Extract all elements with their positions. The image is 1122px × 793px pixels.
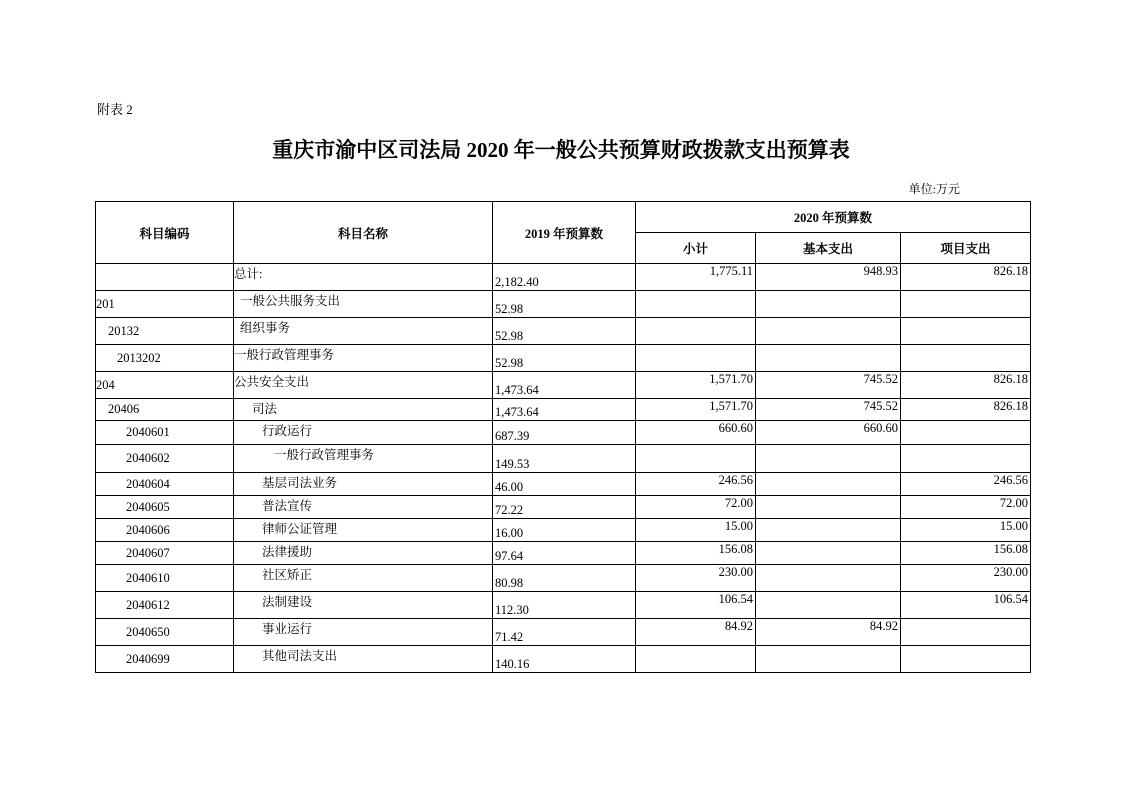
cell-basic: 745.52 [756,399,901,421]
header-subtotal: 小计 [636,233,756,264]
cell-prev-year: 2,182.40 [493,264,636,291]
cell-code: 2013202 [96,345,234,372]
cell-code: 201 [96,291,234,318]
cell-prev-year: 52.98 [493,318,636,345]
header-project: 项目支出 [901,233,1031,264]
cell-name: 基层司法业务 [234,473,493,496]
header-row-1 [96,202,1031,233]
cell-basic: 84.92 [756,619,901,646]
cell-code: 2040650 [96,619,234,646]
cell-prev-year: 149.53 [493,445,636,473]
cell-prev-year: 72.22 [493,496,636,519]
cell-name: 普法宣传 [234,496,493,519]
cell-project: 156.08 [901,542,1031,565]
header-prev-year: 2019 年预算数 [493,202,636,264]
cell-project [901,646,1031,673]
cell-basic [756,565,901,592]
cell-code: 2040610 [96,565,234,592]
cell-project [901,445,1031,473]
cell-subtotal: 15.00 [636,519,756,542]
cell-name: 法律援助 [234,542,493,565]
cell-basic [756,592,901,619]
cell-project: 826.18 [901,372,1031,399]
cell-subtotal: 1,571.70 [636,372,756,399]
table-row [96,592,1031,619]
cell-name: 一般公共服务支出 [234,291,493,318]
cell-subtotal: 1,571.70 [636,399,756,421]
cell-code: 2040605 [96,496,234,519]
cell-basic [756,445,901,473]
table-row [96,542,1031,565]
cell-subtotal [636,318,756,345]
cell-code: 2040602 [96,445,234,473]
cell-project: 826.18 [901,264,1031,291]
table-row [96,473,1031,496]
table-row [96,318,1031,345]
cell-name: 司法 [234,399,493,421]
header-cur-year: 2020 年预算数 [636,202,1031,233]
cell-name: 事业运行 [234,619,493,646]
cell-prev-year: 687.39 [493,421,636,445]
budget-table [95,201,1031,673]
cell-project [901,619,1031,646]
cell-name: 行政运行 [234,421,493,445]
cell-basic [756,496,901,519]
cell-code: 20132 [96,318,234,345]
table-row [96,291,1031,318]
cell-basic [756,519,901,542]
cell-name: 公共安全支出 [234,372,493,399]
cell-project: 246.56 [901,473,1031,496]
cell-name: 法制建设 [234,592,493,619]
cell-prev-year: 97.64 [493,542,636,565]
cell-prev-year: 80.98 [493,565,636,592]
cell-prev-year: 16.00 [493,519,636,542]
cell-basic: 948.93 [756,264,901,291]
cell-subtotal [636,646,756,673]
cell-code: 204 [96,372,234,399]
cell-basic [756,646,901,673]
unit-label: 单位:万元 [908,182,960,196]
cell-code: 2040604 [96,473,234,496]
table-body [96,264,1031,673]
cell-basic [756,291,901,318]
cell-prev-year: 140.16 [493,646,636,673]
cell-code: 2040607 [96,542,234,565]
cell-code: 2040601 [96,421,234,445]
cell-basic [756,473,901,496]
cell-prev-year: 52.98 [493,291,636,318]
page-title: 重庆市渝中区司法局 2020 年一般公共预算财政拨款支出预算表 [272,138,850,162]
cell-subtotal [636,445,756,473]
cell-subtotal: 1,775.11 [636,264,756,291]
cell-name: 律师公证管理 [234,519,493,542]
cell-basic [756,345,901,372]
table-row [96,619,1031,646]
cell-subtotal [636,345,756,372]
cell-basic: 660.60 [756,421,901,445]
cell-basic [756,542,901,565]
appendix-label: 附表 2 [97,102,133,117]
cell-name: 一般行政管理事务 [234,345,493,372]
cell-project [901,318,1031,345]
cell-subtotal: 156.08 [636,542,756,565]
table-row [96,421,1031,445]
table-row [96,399,1031,421]
cell-prev-year: 1,473.64 [493,399,636,421]
cell-project: 15.00 [901,519,1031,542]
cell-name: 组织事务 [234,318,493,345]
table-row [96,519,1031,542]
cell-code [96,264,234,291]
cell-project: 106.54 [901,592,1031,619]
cell-basic: 745.52 [756,372,901,399]
cell-subtotal [636,291,756,318]
header-name: 科目名称 [234,202,493,264]
table-row [96,372,1031,399]
cell-name: 总计: [234,264,493,291]
cell-basic [756,318,901,345]
cell-name: 一般行政管理事务 [234,445,493,473]
cell-code: 2040606 [96,519,234,542]
cell-project [901,291,1031,318]
cell-project [901,345,1031,372]
cell-prev-year: 112.30 [493,592,636,619]
cell-project: 230.00 [901,565,1031,592]
cell-prev-year: 52.98 [493,345,636,372]
cell-code: 20406 [96,399,234,421]
table-row [96,496,1031,519]
cell-subtotal: 230.00 [636,565,756,592]
table-row [96,445,1031,473]
table-row [96,345,1031,372]
cell-name: 社区矫正 [234,565,493,592]
cell-project: 826.18 [901,399,1031,421]
cell-subtotal: 72.00 [636,496,756,519]
cell-code: 2040699 [96,646,234,673]
cell-subtotal: 246.56 [636,473,756,496]
table-row [96,646,1031,673]
cell-project [901,421,1031,445]
header-code: 科目编码 [96,202,234,264]
cell-prev-year: 1,473.64 [493,372,636,399]
cell-subtotal: 660.60 [636,421,756,445]
cell-subtotal: 84.92 [636,619,756,646]
cell-code: 2040612 [96,592,234,619]
cell-subtotal: 106.54 [636,592,756,619]
cell-prev-year: 71.42 [493,619,636,646]
header-basic: 基本支出 [756,233,901,264]
cell-project: 72.00 [901,496,1031,519]
cell-name: 其他司法支出 [234,646,493,673]
table-row [96,565,1031,592]
cell-prev-year: 46.00 [493,473,636,496]
table-row [96,264,1031,291]
